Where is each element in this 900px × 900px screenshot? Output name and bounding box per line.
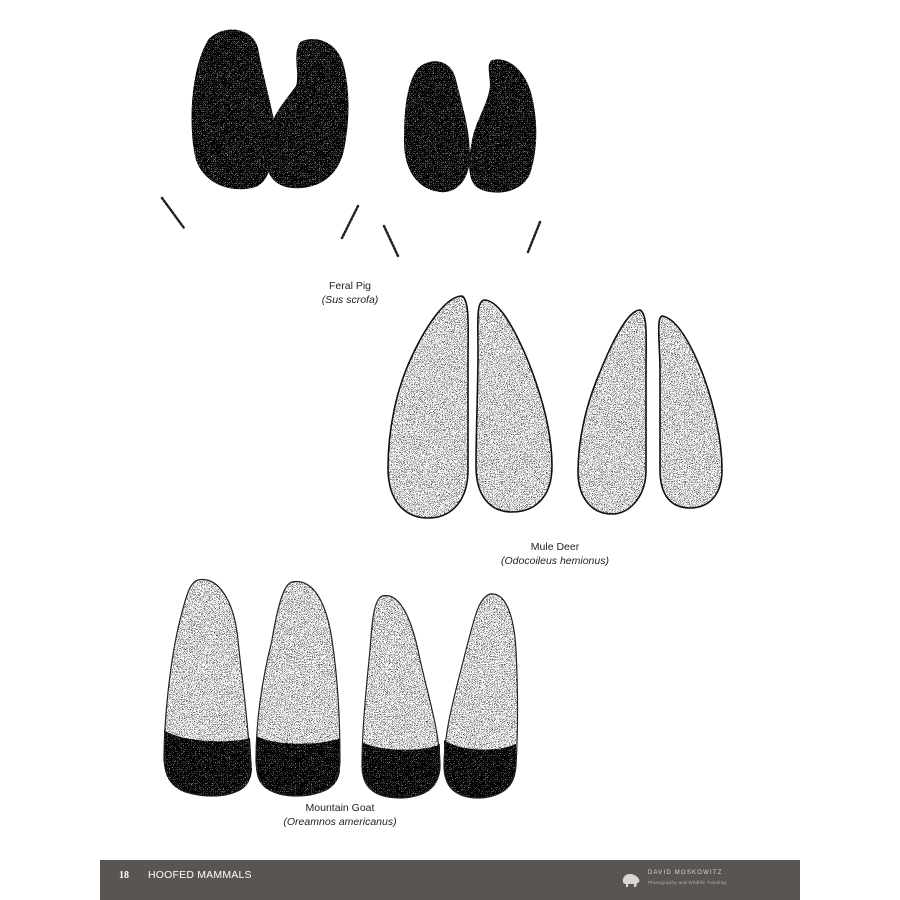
pig-dewclaw-2	[342, 206, 358, 238]
pig-hind-right-toe	[469, 59, 536, 192]
pig-hind-left-toe	[404, 61, 470, 192]
mountain-goat-track	[164, 580, 518, 798]
feral-pig-caption	[300, 279, 400, 307]
brand-logo	[620, 868, 790, 892]
brand-name: DAVID MOSKOWITZ	[648, 870, 723, 876]
track-common-name: Mountain Goat	[305, 802, 375, 814]
track-scientific-name: (Oreamnos americanus)	[283, 816, 397, 828]
pig-dewclaw-1	[162, 198, 184, 228]
pig-front-left-toe	[192, 30, 275, 190]
pig-front-right-toe	[265, 39, 348, 188]
track-common-name: Feral Pig	[328, 280, 371, 292]
mountain-goat-caption	[260, 801, 420, 829]
track-common-name: Mule Deer	[530, 541, 580, 553]
pig-dewclaw-3	[384, 226, 398, 256]
track-scientific-name: (Odocoileus hemionus)	[501, 555, 609, 567]
track-scientific-name: (Sus scrofa)	[321, 294, 379, 306]
bison-logo-icon	[620, 870, 642, 890]
page-number: 18	[119, 870, 129, 881]
mule-deer-track	[388, 296, 722, 518]
mule-deer-caption	[480, 540, 630, 568]
pig-dewclaw-4	[528, 222, 540, 252]
feral-pig-track	[162, 30, 540, 256]
page-footer	[100, 860, 800, 900]
section-title: HOOFED MAMMALS	[148, 869, 252, 881]
brand-tagline: Photography and Wildlife Tracking	[648, 880, 727, 885]
